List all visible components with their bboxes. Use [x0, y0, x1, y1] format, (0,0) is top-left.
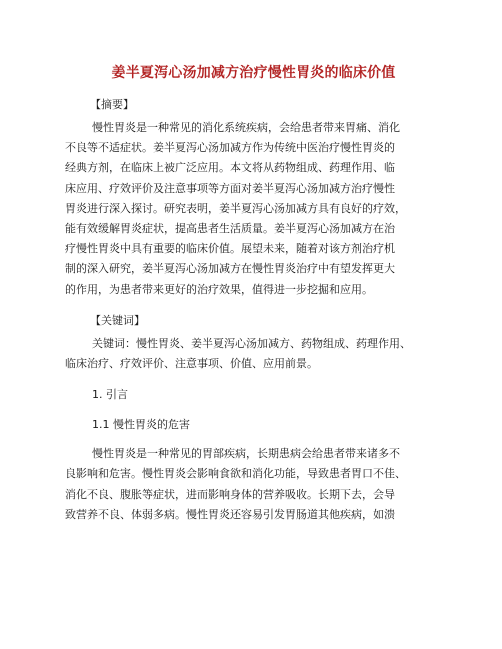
keywords-line: 临床治疗、疗效评价、注意事项、价值、应用前景。	[65, 357, 318, 371]
body-line: 慢性胃炎是一种常见的胃部疾病，长期患病会给患者带来诸多不	[92, 447, 400, 461]
abstract-line: 能有效缓解胃炎症状，提高患者生活质量。姜半夏泻心汤加减方在治	[65, 222, 395, 236]
body-line: 消化不良、腹胀等症状，进而影响身体的营养吸收。长期下去，会导	[65, 487, 395, 501]
abstract-line: 床应用、疗效评价及注意事项等方面对姜半夏泻心汤加减方治疗慢性	[65, 181, 395, 195]
abstract-line: 经典方剂，在临床上被广泛应用。本文将从药物组成、药理作用、临	[65, 161, 395, 175]
section-heading-1: 1. 引言	[92, 388, 128, 402]
document-title: 姜半夏泻心汤加减方治疗慢性胃炎的临床价值	[111, 65, 396, 81]
keywords-line: 关键词：慢性胃炎、姜半夏泻心汤加减方、药物组成、药理作用、	[92, 336, 411, 350]
abstract-line: 的作用，为患者带来更好的治疗效果，值得进一步挖掘和应用。	[65, 282, 373, 296]
abstract-label: 【摘要】	[90, 98, 134, 111]
abstract-line: 胃炎进行深入探讨。研究表明，姜半夏泻心汤加减方具有良好的疗效，	[65, 201, 406, 215]
abstract-line: 疗慢性胃炎中具有重要的临床价值。展望未来，随着对该方剂治疗机	[65, 242, 395, 256]
body-line: 良影响和危害。慢性胃炎会影响食欲和消化功能，导致患者胃口不佳、	[65, 467, 406, 481]
abstract-paragraph	[65, 118, 442, 300]
body-paragraph	[65, 444, 442, 525]
abstract-line: 慢性胃炎是一种常见的消化系统疾病，会给患者带来胃痛、消化	[92, 121, 400, 134]
body-line: 致营养不良、体弱多病。慢性胃炎还容易引发胃肠道其他疾病，如溃	[65, 507, 395, 521]
abstract-line: 制的深入研究，姜半夏泻心汤加减方在慢性胃炎治疗中有望发挥更大	[65, 262, 395, 276]
section-heading-1-1: 1.1 慢性胃炎的危害	[92, 418, 190, 432]
abstract-line: 不良等不适症状。姜半夏泻心汤加减方作为传统中医治疗慢性胃炎的	[65, 141, 395, 155]
keywords-label: 【关键词】	[90, 313, 145, 327]
keywords-paragraph	[65, 334, 442, 374]
